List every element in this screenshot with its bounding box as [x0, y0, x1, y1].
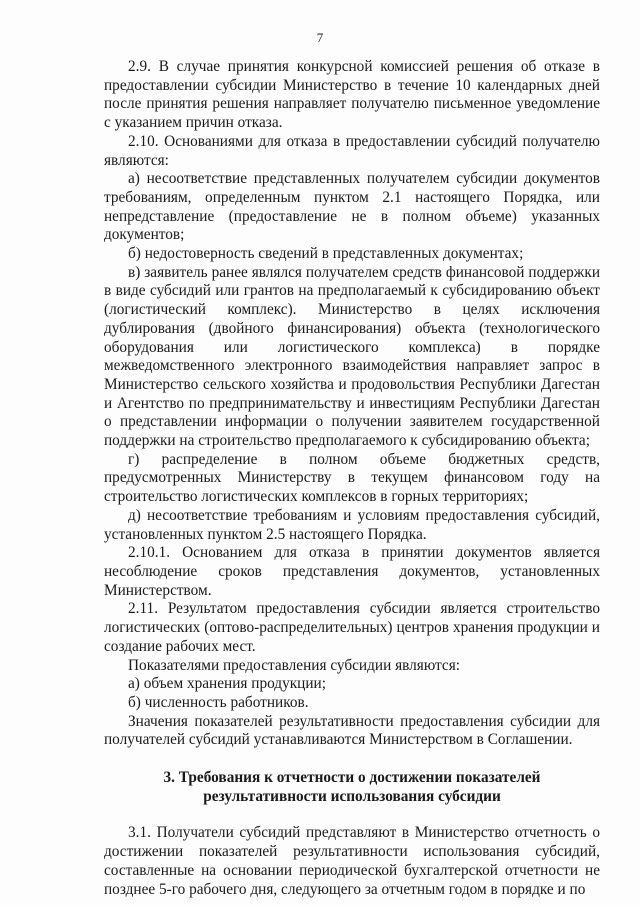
paragraph-2-10-d: д) несоответствие требованиям и условиям предоставления субсидий, установленных пунктом 2.5 настоящего Порядка.: [104, 506, 600, 543]
closing-paragraph: Значения показателей результативности предоставления субсидии для получателей субсидий устанавливаются Министерством в Соглашении.: [104, 712, 600, 749]
indicator-item: б) численность работников.: [128, 693, 309, 711]
document-body: [104, 58, 600, 899]
paragraph-3-1: 3.1. Получатели субсидий представляют в Министерство отчетность о достижении показателей результативности использования субсидий, составленные на основании периодической бухгалтерской отчетности не позднее 5-го рабочего дня, следующего за отчетным годом в порядке и по: [104, 824, 600, 898]
section-heading-line2: результативности использования субсидии: [203, 787, 501, 805]
page-number: 7: [316, 30, 324, 45]
indicator-item: а) объем хранения продукции;: [128, 675, 326, 693]
paragraph-2-10-1: 2.10.1. Основанием для отказа в принятии документов является несоблюдение сроков представления документов, установленных Министерством.: [104, 544, 600, 599]
section-heading: [104, 769, 600, 806]
section-heading-line1: 3. Требования к отчетности о достижении показателей: [163, 769, 541, 787]
paragraph-2-11: 2.11. Результатом предоставления субсидии является строительство логистических (оптово-распределительных) центров хранения продукции и создание рабочих мест.: [104, 600, 600, 655]
paragraph-2-10-v: в) заявитель ранее являлся получателем средств финансовой поддержки в виде субсидий или грантов на предполагаемый к субсидированию объект (логистический комплекс). Министерство в целях исключения дублирования (двойного финансирования) объекта (технологического оборудования или логистического комплекса) в порядке межведомственного электронного взаимодействия направляет запрос в Министерство сельского хозяйства и продовольствия Республики Дагестан и Агентство по предпринимательству и инвестициям Республики Дагестан о представлении информации о получении заявителем государственной поддержки на строительство предполагаемого к субсидированию объекта;: [104, 263, 600, 450]
paragraph-2-10-a: а) несоответствие представленных получателем субсидии документов требованиям, определенным пунктом 2.1 настоящего Порядка, или непредставление (предоставление не в полном объеме) указанных документов;: [104, 170, 600, 244]
paragraph-2-9: 2.9. В случае принятия конкурсной комиссией решения об отказе в предоставлении субсидии Министерство в течение 10 календарных дней после принятия решения направляет получателю письменное уведомление с указанием причин отказа.: [104, 58, 600, 132]
paragraph-2-10-g: г) распределение в полном объеме бюджетных средств, предусмотренных Министерству в текущем финансовом году на строительство логистических комплексов в горных территориях;: [104, 450, 600, 506]
paragraph-2-10-b: б) недостоверность сведений в представленных документах;: [128, 245, 524, 263]
paragraph-2-10: 2.10. Основаниями для отказа в предоставлении субсидий получателю являются:: [104, 132, 600, 169]
indicators-intro: Показателями предоставления субсидии являются:: [128, 656, 460, 674]
